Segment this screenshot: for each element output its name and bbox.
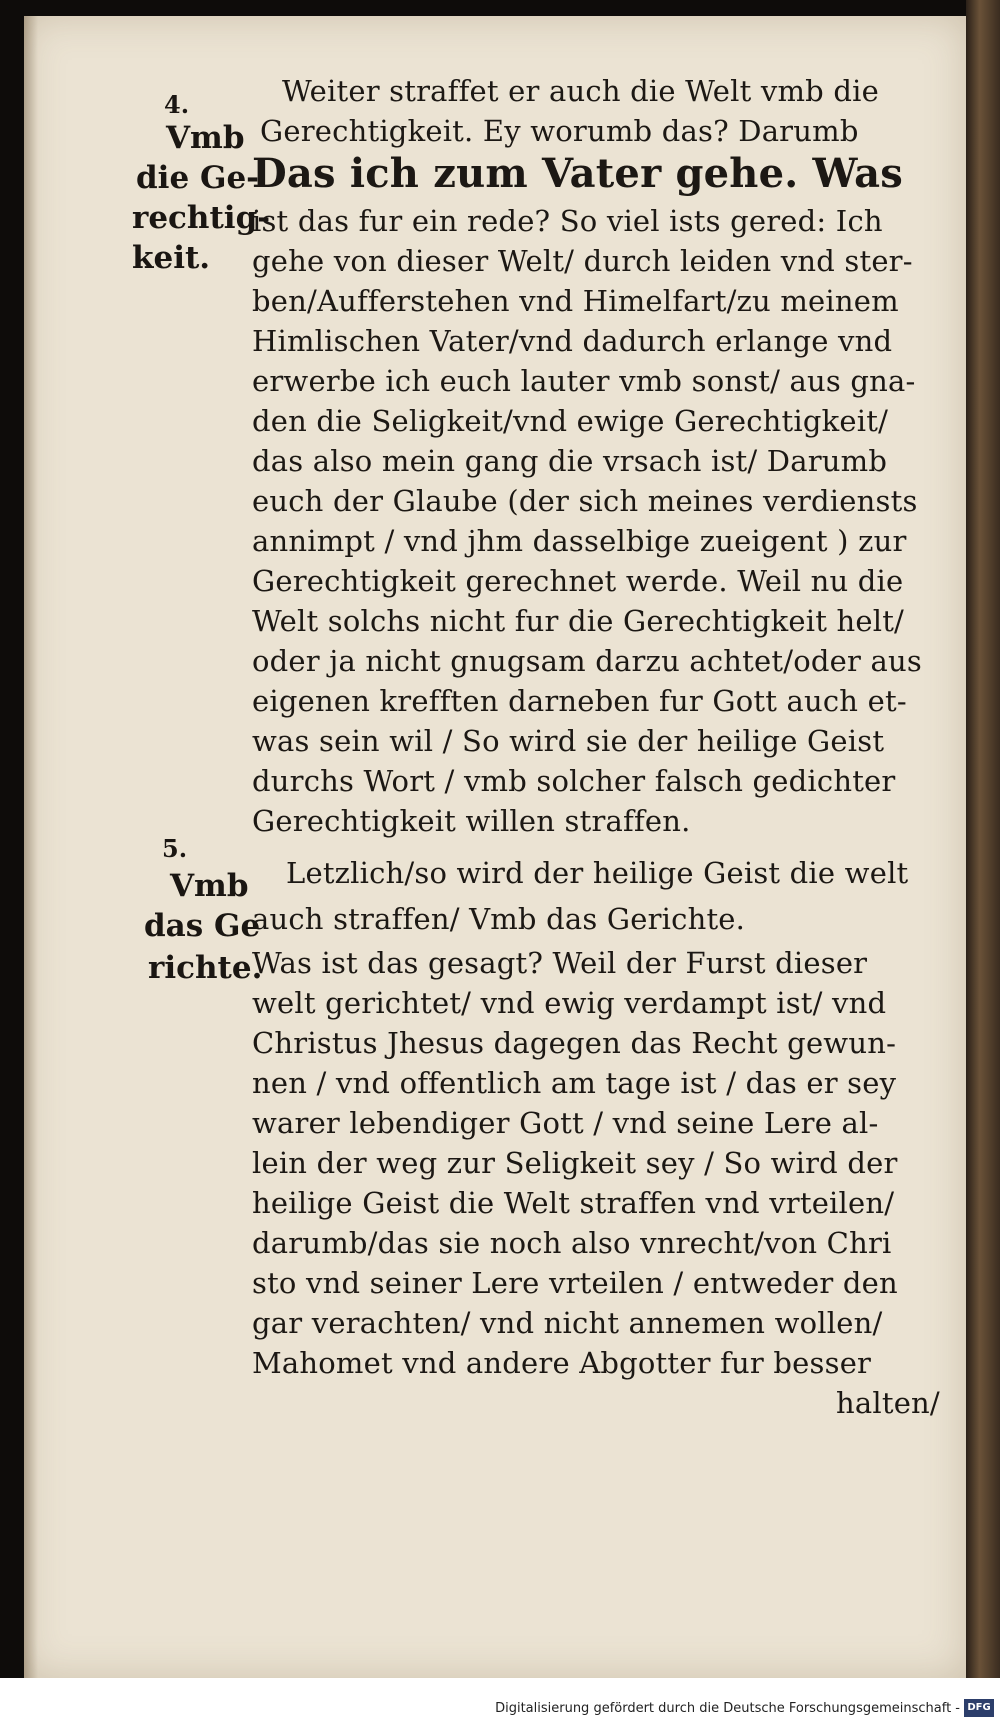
text-line: erwerbe ich euch lauter vmb sonst/ aus gna- (252, 364, 916, 398)
text-line: euch der Glaube (der sich meines verdiensts (252, 484, 918, 518)
text-line: Gerechtigkeit gerechnet werde. Weil nu die (252, 564, 904, 598)
margin-note-line: Vmb (166, 120, 245, 156)
margin-note-line: Vmb (170, 868, 249, 904)
text-line: darumb/das sie noch also vnrecht/von Chri (252, 1226, 892, 1260)
text-line: gar verachten/ vnd nicht annemen wollen/ (252, 1306, 883, 1340)
text-line: welt gerichtet/ vnd ewig verdampt ist/ vnd (252, 986, 887, 1020)
text-line: warer lebendiger Gott / vnd seine Lere al- (252, 1106, 879, 1140)
text-line: Welt solchs nicht fur die Gerechtigkeit helt/ (252, 604, 905, 638)
text-line: eigenen krefften darneben fur Gott auch et- (252, 684, 907, 718)
text-line: Himlischen Vater/vnd dadurch erlange vnd (252, 324, 893, 358)
margin-note-line: rechtig- (132, 200, 271, 236)
margin-note-line: die Ge- (136, 160, 260, 196)
text-line: halten/ (836, 1386, 940, 1420)
text-line: ben/Aufferstehen vnd Himelfart/zu meinem (252, 284, 899, 318)
text-line: nen / vnd offentlich am tage ist / das er sey (252, 1066, 897, 1100)
text-line: durchs Wort / vmb solcher falsch gedichter (252, 764, 896, 798)
text-line: oder ja nicht gnugsam darzu achtet/oder aus (252, 644, 922, 678)
text-line-emphasis: auch straffen/ Vmb das Gerichte. (252, 902, 746, 936)
dfg-logo: DFG (964, 1699, 994, 1717)
text-line: Was ist das gesagt? Weil der Furst dieser (252, 946, 868, 980)
text-line: was sein wil / So wird sie der heilige Geist (252, 724, 885, 758)
text-line: Weiter straffet er auch die Welt vmb die (282, 74, 879, 108)
margin-note-number: 5. (162, 834, 188, 863)
text-line: gehe von dieser Welt/ durch leiden vnd ster- (252, 244, 913, 278)
text-line: ist das fur ein rede? So viel ists gered: Ich (252, 204, 883, 238)
footer-bar (0, 1678, 1000, 1727)
margin-note-number: 4. (164, 90, 190, 119)
text-line: Gerechtigkeit willen straffen. (252, 804, 691, 838)
margin-note-line: das Ge (144, 908, 261, 944)
book-page (24, 16, 966, 1678)
margin-note-line: richte. (148, 950, 263, 986)
text-line: das also mein gang die vrsach ist/ Darumb (252, 444, 888, 478)
book-binding-edge (966, 0, 1000, 1727)
text-line-emphasis: Das ich zum Vater gehe. Was (252, 150, 903, 197)
text-line: Gerechtigkeit. Ey worumb das? Darumb (260, 114, 859, 148)
text-line: heilige Geist die Welt straffen vnd vrteilen/ (252, 1186, 895, 1220)
text-line: lein der weg zur Seligkeit sey / So wird der (252, 1146, 898, 1180)
gutter-shadow (24, 16, 38, 1678)
margin-note-line: keit. (132, 240, 211, 276)
text-line: den die Seligkeit/vnd ewige Gerechtigkeit/ (252, 404, 889, 438)
text-line: Letzlich/so wird der heilige Geist die welt (286, 856, 909, 890)
text-line: annimpt / vnd jhm dasselbige zueigent ) zur (252, 524, 907, 558)
text-line: Mahomet vnd andere Abgotter fur besser (252, 1346, 872, 1380)
funding-credit: Digitalisierung gefördert durch die Deutsche Forschungsgemeinschaft - (495, 1701, 960, 1716)
text-line: sto vnd seiner Lere vrteilen / entweder den (252, 1266, 898, 1300)
text-line: Christus Jhesus dagegen das Recht gewun- (252, 1026, 897, 1060)
